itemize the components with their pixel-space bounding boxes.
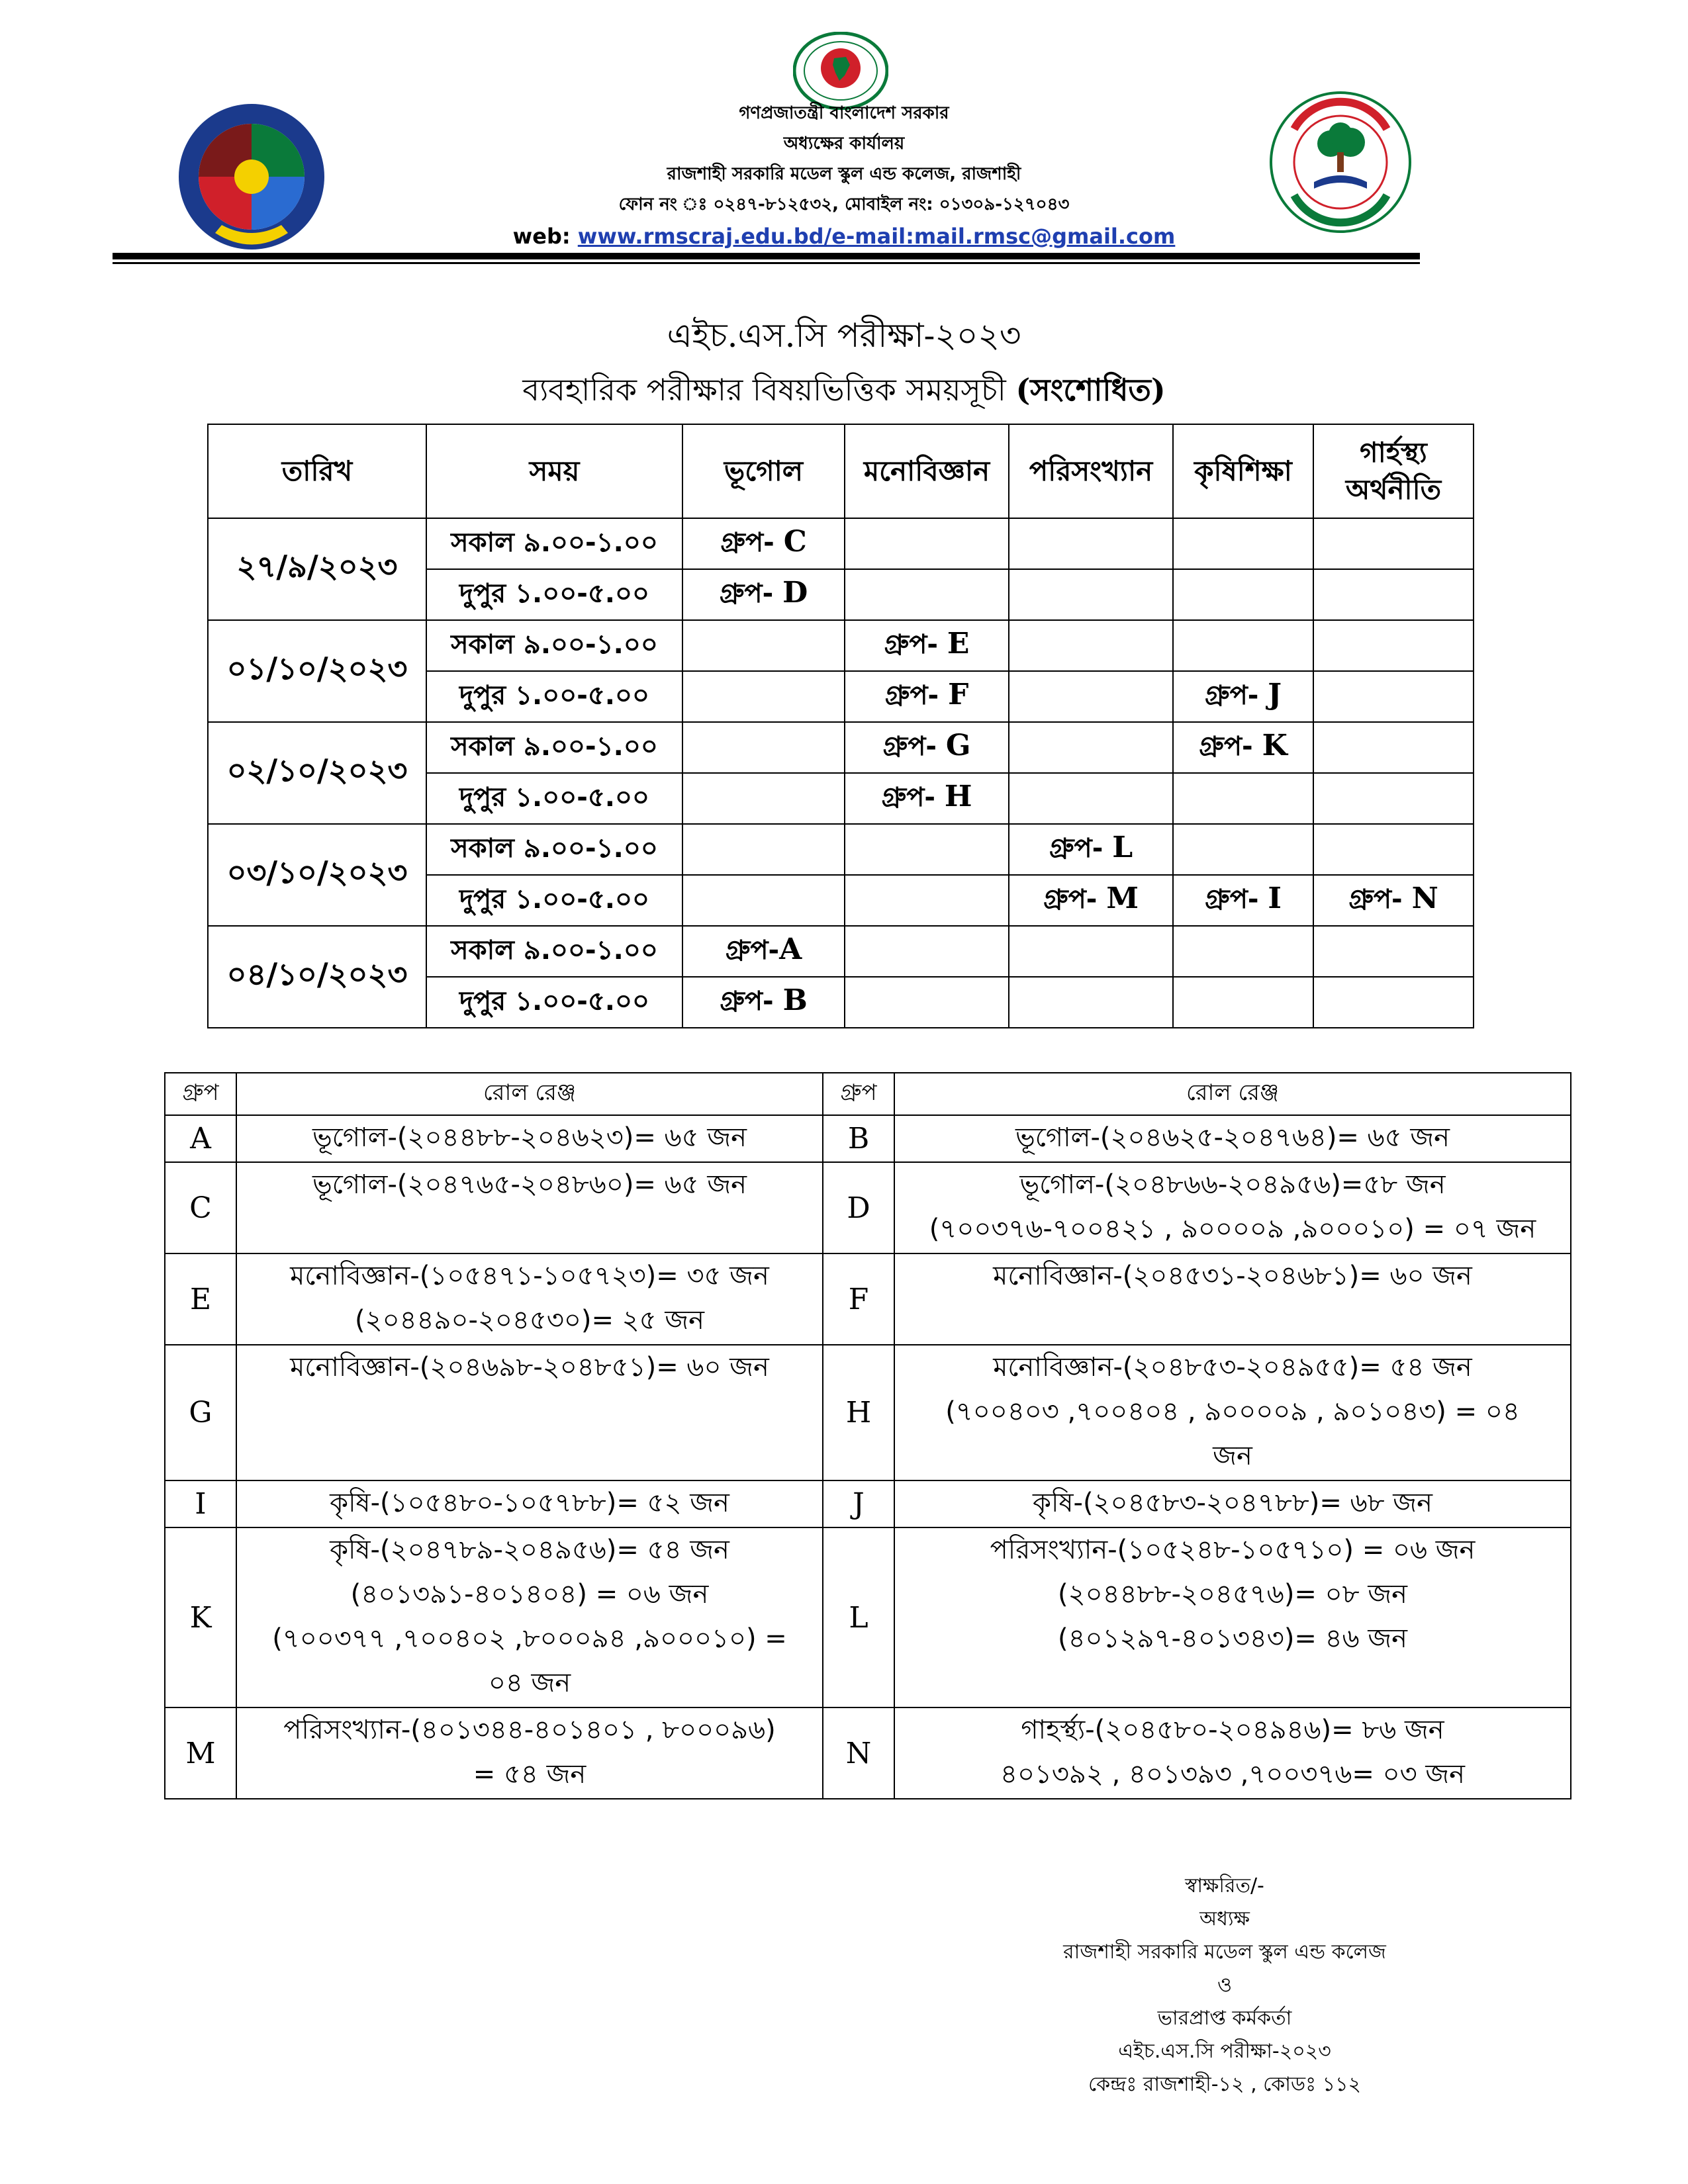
subject-group-cell bbox=[845, 518, 1009, 569]
schedule-row bbox=[208, 518, 1474, 569]
roll-range-line: ভূগোল-(২০৪৮৬৬-২০৪৯৫৬)=৫৮ জন bbox=[1019, 1169, 1446, 1200]
roll-range bbox=[236, 1253, 823, 1345]
web-link[interactable]: www.rmscraj.edu.bd/e-mail:mail.rmsc@gmail.com bbox=[577, 224, 1176, 249]
roll-header-row bbox=[165, 1073, 1571, 1115]
roll-range-line: (৭০০৩৭৭ ,৭০০৪০২ ,৮০০০৯৪ ,৯০০০১০) = bbox=[272, 1623, 787, 1654]
header-rule-thick bbox=[113, 253, 1420, 259]
schedule-header bbox=[208, 424, 1474, 518]
group-code: E bbox=[165, 1253, 236, 1345]
roll-range-line: (৪০১২৯৭-৪০১৩৪৩)= ৪৬ জন bbox=[1058, 1623, 1407, 1654]
group-prefix: গ্রুপ- bbox=[720, 986, 783, 1017]
schedule-column-header: সময় bbox=[426, 424, 682, 518]
subject-group-cell bbox=[1009, 977, 1173, 1028]
signature-line: স্বাক্ষরিত/- bbox=[1185, 1874, 1264, 1897]
schedule-row bbox=[208, 620, 1474, 671]
subject-group-cell bbox=[682, 926, 845, 977]
roll-range bbox=[894, 1707, 1571, 1799]
exam-time: দুপুর ১.০০-৫.০০ bbox=[426, 977, 682, 1028]
roll-range bbox=[894, 1115, 1571, 1162]
group-letter: C bbox=[783, 525, 807, 559]
exam-time: সকাল ৯.০০-১.০০ bbox=[426, 926, 682, 977]
roll-range bbox=[894, 1480, 1571, 1527]
subject-group-cell bbox=[1009, 620, 1173, 671]
roll-column-header: গ্রুপ bbox=[823, 1073, 894, 1115]
exam-date: ০২/১০/২০২৩ bbox=[208, 722, 426, 824]
subject-group-cell bbox=[1173, 722, 1313, 773]
group-code: L bbox=[823, 1527, 894, 1707]
exam-title: এইচ.এস.সি পরীক্ষা-২০২৩ bbox=[667, 316, 1021, 355]
exam-date: ২৭/৯/২০২৩ bbox=[208, 518, 426, 620]
roll-row bbox=[165, 1480, 1571, 1527]
group-code: A bbox=[165, 1115, 236, 1162]
group-letter: N bbox=[1411, 882, 1438, 915]
roll-range-line: (৪০১৩৯১-৪০১৪০৪) = ০৬ জন bbox=[350, 1579, 709, 1610]
group-code: C bbox=[165, 1162, 236, 1253]
office-name: অধ্যক্ষের কার্যালয় bbox=[783, 134, 905, 154]
subject-group-cell bbox=[682, 824, 845, 875]
subject-group-cell bbox=[1173, 518, 1313, 569]
schedule-row bbox=[208, 722, 1474, 773]
roll-range-line: কৃষি-(২০৪৭৮৯-২০৪৯৫৬)= ৫৪ জন bbox=[330, 1535, 729, 1565]
group-code: F bbox=[823, 1253, 894, 1345]
subject-group-cell bbox=[682, 722, 845, 773]
roll-range-line: ভূগোল-(২০৪৭৬৫-২০৪৮৬০)= ৬৫ জন bbox=[312, 1169, 747, 1200]
schedule-table bbox=[207, 424, 1474, 1028]
subject-group-cell bbox=[682, 518, 845, 569]
group-code: J bbox=[823, 1480, 894, 1527]
exam-time: দুপুর ১.০০-৫.০০ bbox=[426, 569, 682, 620]
subject-group-cell bbox=[845, 824, 1009, 875]
group-prefix: গ্রুপ- bbox=[881, 782, 945, 813]
subject-group-cell bbox=[682, 773, 845, 824]
govt-emblem-logo bbox=[793, 32, 888, 110]
subject-group-cell bbox=[682, 875, 845, 926]
subject-group-cell bbox=[845, 620, 1009, 671]
exam-date: ০১/১০/২০২৩ bbox=[208, 620, 426, 722]
roll-range-line: (৭০০৪০৩ ,৭০০৪০৪ , ৯০০০০৯ , ৯০১০৪৩) = ০৪ bbox=[945, 1396, 1520, 1427]
group-letter: B bbox=[782, 983, 808, 1017]
subject-group-cell bbox=[1173, 671, 1313, 722]
roll-range-line: ০৪ জন bbox=[488, 1668, 571, 1698]
signature-line: এইচ.এস.সি পরীক্ষা-২০২৩ bbox=[1118, 2040, 1331, 2063]
group-prefix: গ্রুপ- bbox=[1204, 680, 1268, 711]
subject-group-cell bbox=[1313, 671, 1474, 722]
roll-range-line: মনোবিজ্ঞান-(২০৪৫৩১-২০৪৬৮১)= ৬০ জন bbox=[993, 1261, 1472, 1291]
roll-row bbox=[165, 1115, 1571, 1162]
roll-range bbox=[236, 1527, 823, 1707]
roll-range bbox=[236, 1162, 823, 1253]
roll-row bbox=[165, 1707, 1571, 1799]
roll-column-header: রোল রেঞ্জ bbox=[894, 1073, 1571, 1115]
roll-range bbox=[894, 1253, 1571, 1345]
exam-time: সকাল ৯.০০-১.০০ bbox=[426, 518, 682, 569]
roll-column-header: গ্রুপ bbox=[165, 1073, 236, 1115]
roll-range-line: কৃষি-(১০৫৪৮০-১০৫৭৮৮)= ৫২ জন bbox=[330, 1488, 729, 1518]
subject-group-cell bbox=[845, 722, 1009, 773]
group-letter: I bbox=[1268, 882, 1282, 915]
header-rule-thin bbox=[113, 262, 1420, 264]
subject-group-cell bbox=[1173, 773, 1313, 824]
group-letter: K bbox=[1262, 729, 1288, 762]
schedule-column-header: মনোবিজ্ঞান bbox=[845, 424, 1009, 518]
school-name: রাজশাহী সরকারি মডেল স্কুল এন্ড কলেজ, রাজশাহী bbox=[667, 164, 1021, 184]
header-text: গার্হস্থ্য bbox=[1360, 436, 1427, 469]
signature-line: কেন্দ্রঃ রাজশাহী-১২ , কোডঃ ১১২ bbox=[1088, 2073, 1362, 2096]
subject-group-cell bbox=[845, 569, 1009, 620]
group-letter: A bbox=[779, 933, 802, 966]
group-code: B bbox=[823, 1115, 894, 1162]
schedule-title-text: ব্যবহারিক পরীক্ষার বিষয়ভিত্তিক সময়সূচী bbox=[522, 372, 1016, 408]
signature-line: ভারপ্রাপ্ত কর্মকর্তা bbox=[1157, 2007, 1292, 2030]
group-prefix: গ্রুপ- bbox=[1043, 884, 1107, 915]
schedule-header-row bbox=[208, 424, 1474, 518]
roll-range-line: (৭০০৩৭৬-৭০০৪২১ , ৯০০০০৯ ,৯০০০১০) = ০৭ জন bbox=[929, 1214, 1536, 1244]
roll-range bbox=[236, 1707, 823, 1799]
group-prefix: গ্রুপ- bbox=[720, 527, 784, 558]
schedule-column-header bbox=[1313, 424, 1474, 518]
govt-name: গণপ্রজাতন্ত্রী বাংলাদেশ সরকার bbox=[739, 103, 949, 123]
signature-line: অধ্যক্ষ bbox=[1199, 1907, 1250, 1931]
subject-group-cell bbox=[1009, 518, 1173, 569]
group-letter: D bbox=[782, 576, 808, 610]
subject-group-cell bbox=[1173, 875, 1313, 926]
roll-range-line: পরিসংখ্যান-(৪০১৩৪৪-৪০১৪০১ , ৮০০০৯৬) bbox=[283, 1715, 776, 1745]
exam-time: দুপুর ১.০০-৫.০০ bbox=[426, 875, 682, 926]
subject-group-cell bbox=[1173, 824, 1313, 875]
group-code: H bbox=[823, 1345, 894, 1480]
roll-range-line: কৃষি-(২০৪৫৮৩-২০৪৭৮৮)= ৬৮ জন bbox=[1033, 1488, 1432, 1518]
exam-time: সকাল ৯.০০-১.০০ bbox=[426, 620, 682, 671]
group-letter: M bbox=[1106, 882, 1139, 915]
group-letter: J bbox=[1268, 678, 1282, 711]
roll-row bbox=[165, 1345, 1571, 1480]
subject-group-cell bbox=[1313, 620, 1474, 671]
roll-range-line: ৪০১৩৯২ , ৪০১৩৯৩ ,৭০০৩৭৬= ০৩ জন bbox=[1000, 1759, 1466, 1790]
subject-group-cell bbox=[845, 977, 1009, 1028]
subject-group-cell bbox=[1313, 977, 1474, 1028]
subject-group-cell bbox=[845, 773, 1009, 824]
subject-group-cell bbox=[1173, 620, 1313, 671]
group-prefix: গ্রুপ- bbox=[1348, 884, 1412, 915]
subject-group-cell bbox=[1313, 824, 1474, 875]
roll-range-line: (২০৪৪৮৮-২০৪৫৭৬)= ০৮ জন bbox=[1058, 1579, 1407, 1610]
subject-group-cell bbox=[1313, 722, 1474, 773]
schedule-column-header: পরিসংখ্যান bbox=[1009, 424, 1173, 518]
school-logo bbox=[175, 101, 328, 253]
subject-group-cell bbox=[1009, 926, 1173, 977]
subject-group-cell bbox=[1173, 569, 1313, 620]
subject-group-cell bbox=[682, 620, 845, 671]
exam-time: দুপুর ১.০০-৫.০০ bbox=[426, 671, 682, 722]
roll-range-line: জন bbox=[1213, 1441, 1252, 1471]
subject-group-cell bbox=[682, 569, 845, 620]
group-letter: F bbox=[948, 678, 969, 711]
phone-line: ফোন নং ঃ ০২৪৭-৮১২৫৩২, মোবাইল নং: ০১৩০৯-১২৭০৪৩ bbox=[618, 195, 1070, 214]
subject-group-cell bbox=[1009, 824, 1173, 875]
roll-range-line: মনোবিজ্ঞান-(১০৫৪৭১-১০৫৭২৩)= ৩৫ জন bbox=[290, 1261, 769, 1291]
roll-range-line: ভূগোল-(২০৪৬২৫-২০৪৭৬৪)= ৬৫ জন bbox=[1015, 1122, 1450, 1153]
signature-line: রাজশাহী সরকারি মডেল স্কুল এন্ড কলেজ bbox=[1063, 1940, 1386, 1964]
schedule-body bbox=[208, 518, 1474, 1028]
group-prefix: গ্রুপ- bbox=[884, 680, 949, 711]
roll-range-line: ভূগোল-(২০৪৪৮৮-২০৪৬২৩)= ৬৫ জন bbox=[312, 1122, 747, 1153]
roll-range-line: মনোবিজ্ঞান-(২০৪৬৯৮-২০৪৮৫১)= ৬০ জন bbox=[290, 1352, 769, 1383]
group-code: D bbox=[823, 1162, 894, 1253]
roll-range bbox=[236, 1480, 823, 1527]
subject-group-cell bbox=[1173, 977, 1313, 1028]
group-code: M bbox=[165, 1707, 236, 1799]
roll-range-line: = ৫৪ জন bbox=[473, 1759, 586, 1790]
group-code: K bbox=[165, 1527, 236, 1707]
schedule-row bbox=[208, 824, 1474, 875]
group-code: N bbox=[823, 1707, 894, 1799]
roll-range bbox=[894, 1345, 1571, 1480]
subject-group-cell bbox=[845, 926, 1009, 977]
roll-row bbox=[165, 1253, 1571, 1345]
education-logo bbox=[1268, 89, 1413, 235]
roll-range-table bbox=[164, 1072, 1571, 1799]
group-prefix: গ্রুপ- bbox=[882, 731, 946, 762]
roll-range bbox=[894, 1162, 1571, 1253]
roll-range-line: (২০৪৪৯০-২০৪৫৩০)= ২৫ জন bbox=[354, 1305, 705, 1336]
subject-group-cell bbox=[1313, 569, 1474, 620]
subject-group-cell bbox=[1313, 773, 1474, 824]
header-text: অর্থনীতি bbox=[1345, 473, 1442, 506]
group-prefix: গ্রুপ- bbox=[884, 629, 947, 660]
subject-group-cell bbox=[1009, 722, 1173, 773]
group-code: G bbox=[165, 1345, 236, 1480]
subject-group-cell bbox=[1009, 671, 1173, 722]
group-code: I bbox=[165, 1480, 236, 1527]
subject-group-cell bbox=[1009, 773, 1173, 824]
subject-group-cell bbox=[845, 875, 1009, 926]
exam-date: ০৩/১০/২০২৩ bbox=[208, 824, 426, 926]
subject-group-cell bbox=[1313, 518, 1474, 569]
roll-range-line: মনোবিজ্ঞান-(২০৪৮৫৩-২০৪৯৫৫)= ৫৪ জন bbox=[993, 1352, 1472, 1383]
schedule-column-header: ভূগোল bbox=[682, 424, 845, 518]
web-line bbox=[463, 224, 1225, 249]
group-letter: H bbox=[944, 780, 972, 813]
group-letter: L bbox=[1112, 831, 1133, 864]
signature-line: ও bbox=[1217, 1974, 1233, 1997]
subject-group-cell bbox=[1313, 875, 1474, 926]
revised-label: (সংশোধিত) bbox=[1015, 372, 1166, 408]
roll-body bbox=[165, 1115, 1571, 1799]
subject-group-cell bbox=[1009, 875, 1173, 926]
roll-row bbox=[165, 1527, 1571, 1707]
subject-group-cell bbox=[1313, 926, 1474, 977]
group-letter: E bbox=[947, 627, 970, 660]
group-prefix: গ্রুপ- bbox=[1199, 731, 1262, 762]
roll-range-line: গাহর্স্থ্য-(২০৪৫৮০-২০৪৯৪৬)= ৮৬ জন bbox=[1021, 1715, 1444, 1745]
group-prefix: গ্রুপ- bbox=[719, 578, 783, 609]
exam-date: ০৪/১০/২০২৩ bbox=[208, 926, 426, 1028]
exam-time: দুপুর ১.০০-৫.০০ bbox=[426, 773, 682, 824]
group-prefix: গ্রুপ- bbox=[1049, 833, 1113, 864]
subject-group-cell bbox=[682, 977, 845, 1028]
schedule-title bbox=[0, 367, 1688, 418]
roll-header bbox=[165, 1073, 1571, 1115]
roll-range bbox=[236, 1115, 823, 1162]
subject-group-cell bbox=[1009, 569, 1173, 620]
schedule-column-header: কৃষিশিক্ষা bbox=[1173, 424, 1313, 518]
roll-range-line: পরিসংখ্যান-(১০৫২৪৮-১০৫৭১০) = ০৬ জন bbox=[990, 1535, 1476, 1565]
web-label: web: bbox=[512, 224, 578, 249]
subject-group-cell bbox=[845, 671, 1009, 722]
roll-row bbox=[165, 1162, 1571, 1253]
group-prefix: গ্রুপ- bbox=[1205, 884, 1268, 915]
subject-group-cell bbox=[682, 671, 845, 722]
roll-range bbox=[236, 1345, 823, 1480]
group-letter: G bbox=[945, 729, 971, 762]
roll-column-header: রোল রেঞ্জ bbox=[236, 1073, 823, 1115]
schedule-row bbox=[208, 926, 1474, 977]
subject-group-cell bbox=[1173, 926, 1313, 977]
exam-time: সকাল ৯.০০-১.০০ bbox=[426, 722, 682, 773]
group-prefix: গ্রুপ- bbox=[725, 935, 780, 966]
roll-range bbox=[894, 1527, 1571, 1707]
schedule-column-header: তারিখ bbox=[208, 424, 426, 518]
exam-time: সকাল ৯.০০-১.০০ bbox=[426, 824, 682, 875]
